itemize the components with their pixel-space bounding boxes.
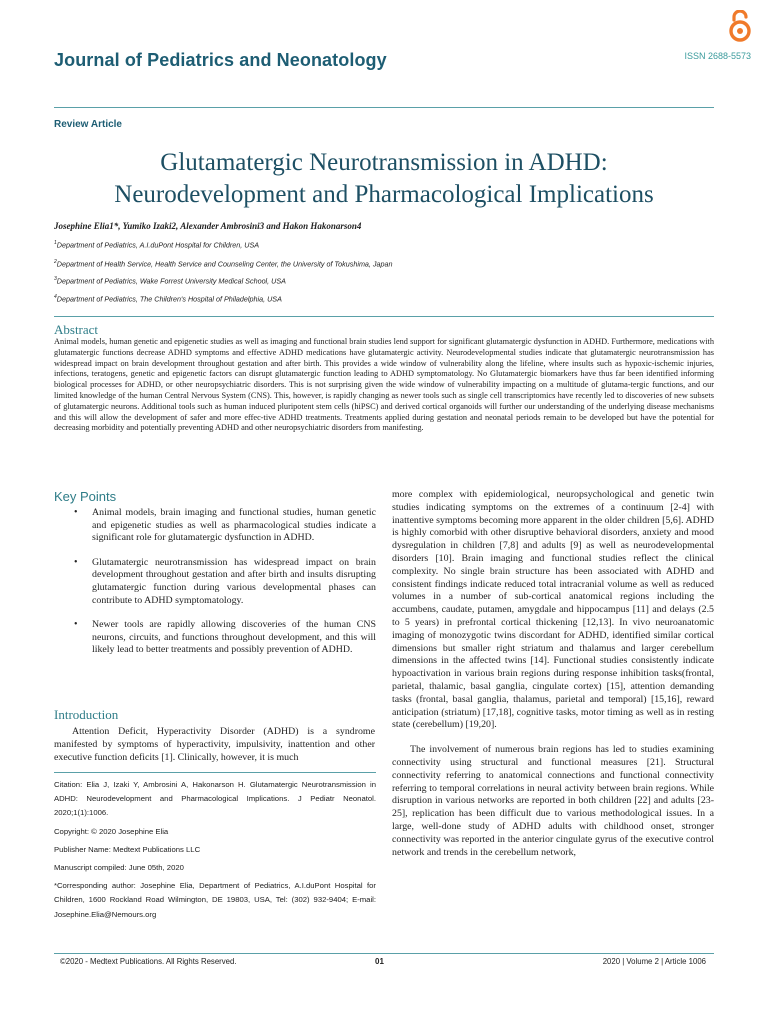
journal-name: Journal of Pediatrics and Neonatology — [54, 50, 387, 70]
open-access-icon — [727, 10, 753, 44]
abstract-heading: Abstract — [54, 322, 99, 337]
key-points-list — [60, 507, 376, 669]
introduction-heading: Introduction — [54, 707, 119, 722]
list-item: • Glutamatergic neurotransmission has widespread impact on brain development throughout gestation and after birth and insults disrupting glutamatergic function during various developmental phases can contribute to ADHD symptomatology. — [60, 557, 376, 607]
manuscript-date: Manuscript compiled: June 05th, 2020 — [54, 863, 184, 873]
citation-text: Citation: Elia J, Izaki Y, Ambrosini A, Hakonarson H. Glutamatergic Neurotransmission in ADHD: Neurodevelopment and Pharmacological Implications. J Pediatr Neonatol. 2020;1(1):1006. — [54, 780, 376, 818]
footer-rule — [54, 953, 714, 954]
introduction-text: Attention Deficit, Hyperactivity Disorder (ADHD) is a syndrome manifested by symptoms of hyperactivity, impulsivity, inattention and other executive function deficits [1]. Clinically, however, it is much — [54, 726, 375, 763]
footer-volume: 2020 | Volume 2 | Article 1006 — [602, 957, 706, 966]
right-paragraph-1: more complex with epidemiological, neuropsychological and genetic twin studies indicating symptoms on the extremes of a continuum [2-4] with inattentive symptoms becoming more apparent in the older children [5,6]. ADHD is highly comorbid with other disruptive behavioral disorders, anxiety and mood dysregulation in children [7,8] and adults [9] as well as neurodevelopmental disorders [10]. Brain imaging and functional studies reflect the clinical complexity. No single brain structure has been associated with ADHD and consistent findings indicate reduced total intracranial volume as well as reduced volumes in a number of sub-cortical anatomical regions including the accumbens, caudate, putamen, amygdale and hippocampus [11] and delays (2.5 to 5 years) in prefrontal cortical thickening [12,13]. In vivo neuroanatomic imaging of monozygotic twins discordant for ADHD, identified similar cortical dimensions but smaller right striatum and thalamus and larger cerebellum dimensions in the affected twins [14]. Functional studies consistently indicate hypoactivation in various brain regions during response inhibition tasks(frontal, parietal, thalamic, basal ganglia, cingulate cortex) [15], attention demanding tasks (frontal, basal ganglia, thalamus, parietal and temporal) [15,16], reward anticipation (striatum) [17,18], cognitive tasks, motor timing as well as in resting state (cerebellum) [19,20]. — [392, 489, 714, 731]
list-item: • Animal models, brain imaging and functional studies, human genetic and epigenetic studies as well as pharmacological studies indicate a significant role for glutamatergic dysfunction in ADHD. — [60, 507, 376, 545]
affiliation-2: $^2$Department of Health Service, Health Service and Counseling Center, the University of Tokushima, Japan — [54, 259, 393, 269]
copyright-text: Copyright: © 2020 Josephine Elia — [54, 826, 169, 836]
key-points-heading: Key Points — [54, 489, 117, 504]
corresponding-author: *Corresponding author: Josephine Elia, Department of Pediatrics, A.I.duPont Hospital for Children, 1600 Rockland Road Wilmington, DE 19803, USA, Tel: (302) 932-9404; E-mail: Josephine.Elia@Nemours.org — [54, 881, 376, 919]
affiliation-1: $^1$Department of Pediatrics, A.I.duPont Hospital for Children, USA — [54, 240, 260, 250]
citation-rule — [54, 772, 376, 773]
publisher-text: Publisher Name: Medtext Publications LLC — [54, 844, 201, 854]
right-column — [392, 489, 714, 871]
header-rule — [54, 107, 714, 108]
list-item: • Newer tools are rapidly allowing discoveries of the human CNS neurons, circuits, and functions throughout development, and this will likely lead to better treatments and possibly prevention of ADHD. — [60, 619, 376, 657]
right-paragraph-2: The involvement of numerous brain regions has led to studies examining connectivity using structural and functional measures [21]. Structural connectivity referring to anatomical connections and functional connectivity referring to temporal correlations in neural activity between brain regions. While disruption in various networks are reported in both children [22] and adults [23-25], replication has been difficult due to various methodological issues. In a large, well-done study of ADHD adults with childhood onset, stronger connectivity was reported in the anterior cingulate gyrus of the executive control network and trends in the cerebellum network, — [392, 744, 714, 858]
footer-copyright: ©2020 - Medtext Publications. All Rights Reserved. — [60, 957, 237, 966]
title-line-1: Glutamatergic Neurotransmission in ADHD: — [160, 149, 608, 176]
page-number: 01 — [375, 957, 384, 966]
title-line-2: Neurodevelopment and Pharmacological Implications — [114, 181, 654, 208]
author-list: Josephine Elia1*, Yumiko Izaki2, Alexander Ambrosini3 and Hakon Hakonarson4 — [54, 221, 362, 231]
abstract-text: Animal models, human genetic and epigenetic studies as well as imaging and functional brain studies lend support for significant glutamatergic dysfunction in ADHD. Furthermore, medications with glutamatergic functions decrease ADHD symptoms and effective ADHD medications have glutamatergic activity. Neurodevelopmental studies indicate that glutamatergic neurotransmission has widespread impact on brain development throughout gestation and after birth. This provides a wide window of vulnerability along the lifeline, where insults such as hypoxic-ischemic injuries, infections, teratogens, genetic and epigenetic factors can disrupt glutamatergic function leading to ADHD symptomatology. No Glutamatergic biomarkers have thus far been identified informing biological processes for ADHD, or other neuropsychiatric disorders. This is not surprising given the wide window of vulnerability impacting on a multitude of glutama-tergic functions, and our limited knowledge of the human Central Nervous System (CNS). This, however, is rapidly changing as newer tools such as single cell transcriptomics have recently led to discoveries of new subsets of glutamatergic neurons. Additional tools such as human induced pluripotent stem cells (hiPSC) and derived cortical organoids will further our understanding of the underlying disease mechanisms and this will allow the development of safer and more effec-tive ADHD treatments. Treatments applied during gestation and neonatal periods remain to be developed but have the potential for decreasing morbidity and potentially preventing ADHD and other neuropsychiatric disorders from manifesting. — [54, 337, 714, 433]
abstract-rule — [54, 316, 714, 317]
article-title — [30, 147, 738, 211]
affiliation-4: $^4$Department of Pediatrics, The Children's Hospital of Philadelphia, USA — [54, 294, 282, 304]
affiliation-3: $^3$Department of Pediatrics, Wake Forrest University Medical School, USA — [54, 276, 286, 286]
citation-box — [54, 778, 376, 926]
issn-label: ISSN 2688-5573 — [684, 51, 751, 61]
article-type: Review Article — [54, 119, 122, 130]
